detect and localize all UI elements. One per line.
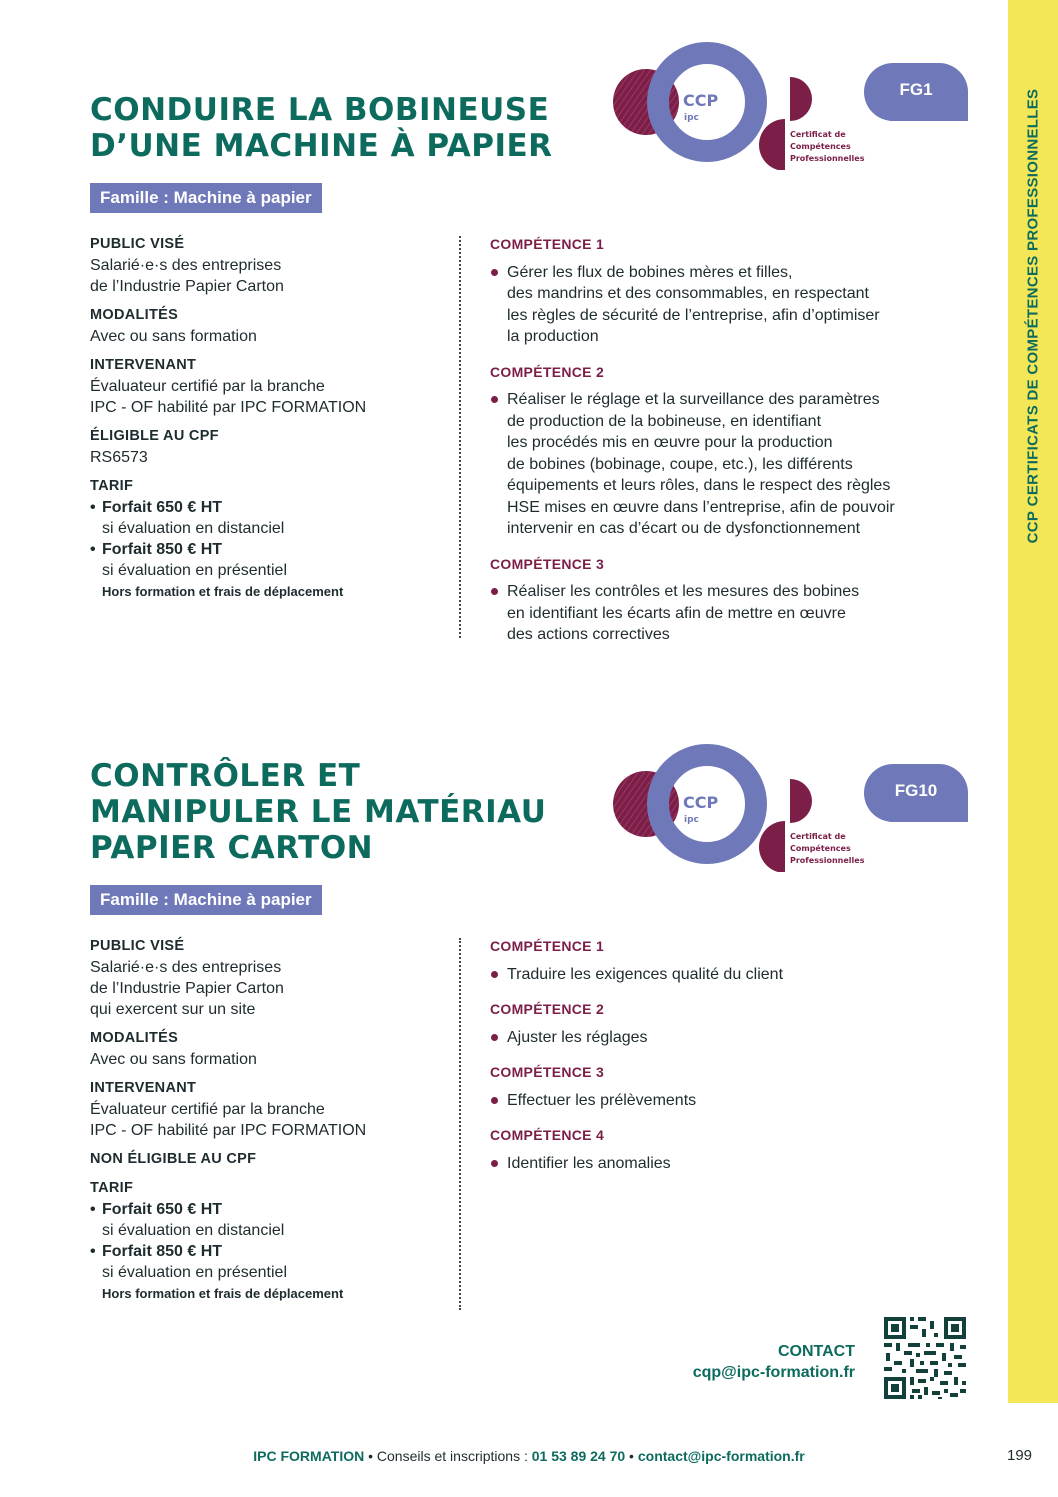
public-label: PUBLIC VISÉ [90, 236, 185, 252]
intervenant-line: Évaluateur certifié par la branche [90, 378, 325, 395]
logo-ccp: CCP [683, 91, 719, 110]
competence-title: COMPÉTENCE 4 [490, 1127, 605, 1143]
title-line: CONTRÔLER ET [90, 758, 361, 794]
logo-cert-line: Professionnelles [790, 856, 865, 865]
tarif-option: • Forfait 650 € HT [90, 1199, 450, 1220]
public-line: de l’Industrie Papier Carton [90, 980, 284, 997]
title-line: D’UNE MACHINE À PAPIER [90, 128, 553, 164]
competence-item [490, 262, 980, 348]
logo-half-disc-bottom [759, 821, 785, 872]
competence-line: de bobines (bobinage, coupe, etc.), les différents [507, 455, 853, 473]
logo-half-disc-top [790, 779, 812, 823]
competence-item [490, 581, 980, 646]
ccp-logo [610, 40, 880, 170]
intervenant-line: Évaluateur certifié par la branche [90, 1101, 325, 1118]
intervenant-label: INTERVENANT [90, 357, 197, 373]
course-code: FG10 [894, 781, 938, 800]
competence-line: les procédés mis en œuvre pour la production [507, 434, 833, 451]
title-line: PAPIER CARTON [90, 830, 374, 866]
ccp-logo [610, 742, 880, 872]
tarif-option-note: si évaluation en distanciel [102, 1222, 285, 1239]
contact-label: CONTACT [777, 1343, 855, 1360]
competence-item [490, 1153, 980, 1175]
tarif-option: • Forfait 850 € HT [90, 539, 450, 560]
competence-line: Effectuer les prélèvements [507, 1091, 697, 1109]
footer-text: • Conseils et inscriptions : [364, 1448, 532, 1464]
tarif-option-note: si évaluation en présentiel [102, 1264, 288, 1281]
contact-email-link[interactable]: cqp@ipc-formation.fr [692, 1364, 855, 1381]
title-line: CONDUIRE LA BOBINEUSE [90, 92, 550, 128]
family-label: Famille : Machine à papier [90, 183, 322, 213]
cpf-label: NON ÉLIGIBLE AU CPF [90, 1151, 257, 1167]
competence-item [490, 964, 980, 986]
intervenant-line: IPC - OF habilité par IPC FORMATION [90, 399, 367, 416]
competence-line: Identifier les anomalies [507, 1154, 671, 1172]
competence-line: Traduire les exigences qualité du client [507, 965, 784, 983]
tarif-footnote: Hors formation et frais de déplacement [102, 1286, 344, 1301]
competence-title: COMPÉTENCE 1 [490, 236, 605, 252]
column-divider [459, 938, 461, 1310]
competences-column [490, 234, 980, 646]
competence-title: COMPÉTENCE 2 [490, 1001, 605, 1017]
logo-cert-line: Compétences [790, 844, 851, 853]
details-column [90, 234, 450, 602]
bullet-icon [491, 1160, 498, 1167]
modalites-value: Avec ou sans formation [90, 1051, 257, 1068]
logo-ccp: CCP [683, 793, 719, 812]
tarif-option-note: si évaluation en présentiel [102, 562, 288, 579]
logo-half-disc-bottom [759, 119, 785, 170]
section-title-fg10 [90, 758, 546, 866]
course-code-badge [864, 764, 968, 822]
public-line: Salarié·e·s des entreprises [90, 959, 282, 976]
section-title-fg1 [90, 92, 553, 164]
logo-ipc: ipc [684, 815, 699, 825]
course-code-badge [864, 63, 968, 121]
bullet-icon [491, 1034, 498, 1041]
logo-cert-line: Professionnelles [790, 154, 865, 163]
bullet-icon [491, 971, 498, 978]
qr-code[interactable] [882, 1315, 968, 1401]
side-banner-text: CERTIFICATS DE COMPÉTENCES PROFESSIONNELLES [1024, 88, 1042, 507]
bullet-icon [491, 396, 498, 403]
competence-line: des actions correctives [507, 626, 670, 643]
modalites-value: Avec ou sans formation [90, 328, 257, 345]
public-line: qui exercent sur un site [90, 1001, 256, 1018]
tarif-option-note: si évaluation en distanciel [102, 520, 285, 537]
competences-column [490, 936, 980, 1174]
tarif-option: • Forfait 850 € HT [90, 1241, 450, 1262]
tarif-option: • Forfait 650 € HT [90, 497, 450, 518]
competence-line: Réaliser les contrôles et les mesures des bobines [507, 583, 860, 600]
cpf-label: ÉLIGIBLE AU CPF [90, 428, 219, 444]
competence-title: COMPÉTENCE 3 [490, 555, 605, 572]
cpf-code: RS6573 [90, 449, 148, 466]
column-divider [459, 236, 461, 638]
competence-line: de production de la bobineuse, en identifiant [507, 412, 822, 430]
competence-line: équipements et leurs rôles, dans le respect des règles [507, 477, 891, 494]
competence-title: COMPÉTENCE 2 [490, 363, 605, 380]
tarif-label: TARIF [90, 478, 134, 494]
public-line: Salarié·e·s des entreprises [90, 257, 282, 274]
competence-item [490, 1027, 980, 1049]
footer-separator: • [625, 1448, 638, 1464]
logo-ipc: ipc [684, 113, 699, 123]
bullet-icon [491, 1097, 498, 1104]
competence-item [490, 1090, 980, 1112]
competence-title: COMPÉTENCE 1 [490, 938, 605, 954]
modalites-label: MODALITÉS [90, 1030, 179, 1046]
family-label: Famille : Machine à papier [90, 885, 322, 915]
competence-line: intervenir en cas d’écart ou de dysfonctionnement [507, 520, 861, 537]
competence-line: la production [507, 328, 599, 345]
footer-email-link[interactable]: contact@ipc-formation.fr [637, 1448, 805, 1464]
competence-line: les règles de sécurité de l’entreprise, afin d’optimiser [507, 306, 880, 324]
logo-cert-line: Certificat de [790, 832, 846, 841]
side-banner-label [1025, 89, 1042, 544]
bullet-icon [491, 588, 498, 595]
details-column [90, 936, 450, 1304]
footer-phone: 01 53 89 24 70 [531, 1448, 626, 1464]
modalites-label: MODALITÉS [90, 307, 179, 323]
page-number: 199 [1007, 1447, 1033, 1464]
logo-cert-line: Compétences [790, 142, 851, 151]
competence-line: des mandrins et des consommables, en respectant [507, 285, 869, 302]
title-line: MANIPULER LE MATÉRIAU [90, 794, 547, 830]
public-label: PUBLIC VISÉ [90, 938, 185, 954]
course-code: FG1 [899, 80, 933, 99]
logo-cert-line: Certificat de [790, 130, 846, 139]
intervenant-label: INTERVENANT [90, 1080, 197, 1096]
competence-item [490, 389, 980, 540]
tarif-footnote: Hors formation et frais de déplacement [102, 584, 344, 599]
competence-line: Ajuster les réglages [507, 1028, 648, 1046]
competence-line: Réaliser le réglage et la surveillance des paramètres [507, 391, 880, 408]
competence-line: en identifiant les écarts afin de mettre en œuvre [507, 604, 846, 622]
bullet-icon [491, 269, 498, 276]
logo-half-disc-top [790, 77, 812, 121]
competence-line: HSE mises en œuvre dans l’entreprise, afin de pouvoir [507, 498, 895, 516]
intervenant-line: IPC - OF habilité par IPC FORMATION [90, 1122, 367, 1139]
footer-brand: IPC FORMATION [253, 1448, 365, 1464]
contact-block [693, 1341, 855, 1383]
page-footer [0, 1448, 1058, 1464]
public-line: de l’Industrie Papier Carton [90, 278, 284, 295]
tarif-label: TARIF [90, 1180, 134, 1196]
competence-title: COMPÉTENCE 3 [490, 1064, 605, 1080]
side-banner-prefix: CCP [1024, 510, 1042, 544]
competence-line: Gérer les flux de bobines mères et filles, [507, 263, 793, 281]
